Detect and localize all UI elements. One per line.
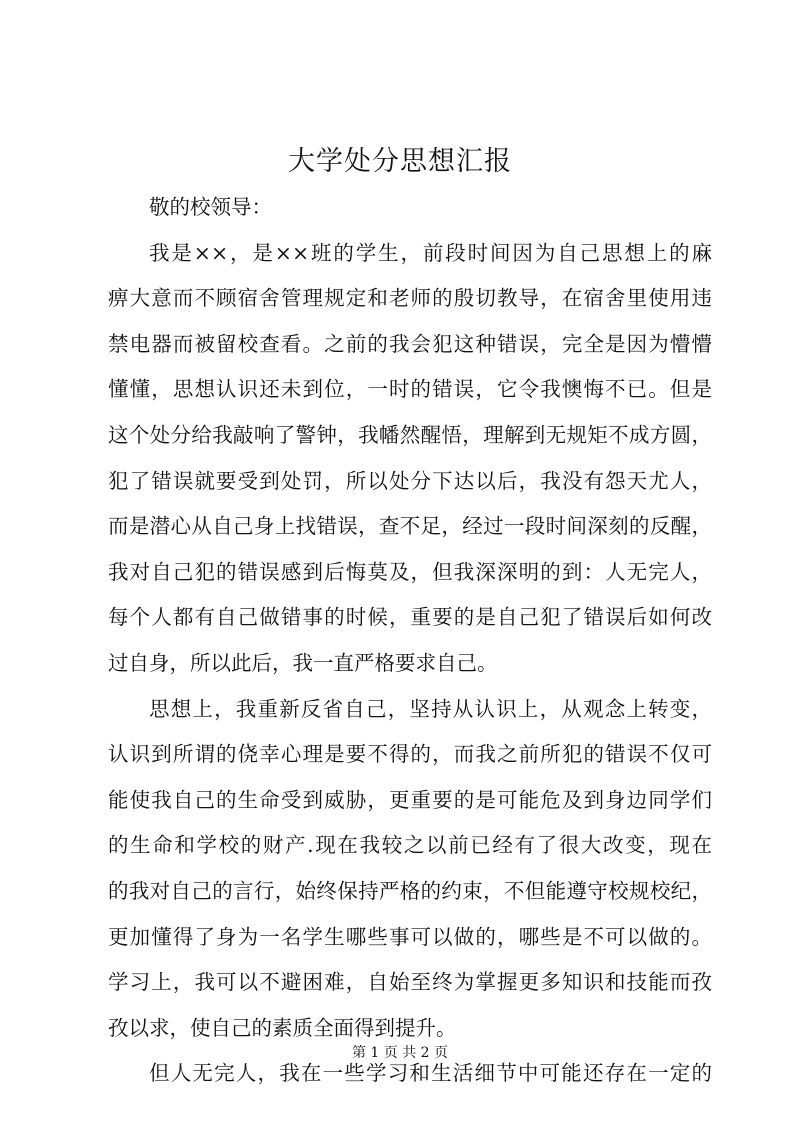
text-line: 的我对自己的言行，始终保持严格的约束，不但能遵守校规校纪， <box>108 878 712 903</box>
text-line: 痹大意而不顾宿舍管理规定和老师的殷切教导，在宿舍里使用违 <box>108 286 712 311</box>
text-line: 思想上，我重新反省自己，坚持从认识上，从观念上转变， <box>149 696 712 721</box>
text-line: 而是潜心从自己身上找错误，查不足，经过一段时间深刻的反醒， <box>108 514 712 539</box>
text-line: 每个人都有自己做错事的时候，重要的是自己犯了错误后如何改 <box>108 605 712 630</box>
text-line: 的生命和学校的财产.现在我较之以前已经有了很大改变，现在 <box>108 833 712 858</box>
text-line: 认识到所谓的侥幸心理是要不得的，而我之前所犯的错误不仅可 <box>108 742 712 767</box>
text-line: 敬的校领导： <box>149 195 272 219</box>
page-footer: 第 1 页 共 2 页 <box>351 1045 449 1061</box>
text-line: 我是××，是××班的学生，前段时间因为自己思想上的麻 <box>149 240 712 265</box>
text-line: 孜以求，使自己的素质全面得到提升。 <box>108 1015 457 1040</box>
text-line: 过自身，所以此后，我一直严格要求自己。 <box>108 650 498 675</box>
text-line: 但人无完人，我在一些学习和生活细节中可能还存在一定的 <box>149 1061 712 1086</box>
text-line: 能使我自己的生命受到威胁，更重要的是可能危及到身边同学们 <box>108 787 712 812</box>
text-line: 懂懂，思想认识还未到位，一时的错误，它令我懊悔不已。但是 <box>108 377 712 402</box>
text-line: 更加懂得了身为一名学生哪些事可以做的，哪些是不可以做的。 <box>108 924 712 949</box>
text-line: 这个处分给我敲响了警钟，我幡然醒悟，理解到无规矩不成方圆， <box>108 422 712 447</box>
text-line: 禁电器而被留校查看。之前的我会犯这种错误，完全是因为懵懵 <box>108 331 712 356</box>
text-line: 犯了错误就要受到处罚，所以处分下达以后，我没有怨天尤人， <box>108 468 712 493</box>
document-body <box>108 185 712 1097</box>
document-title: 大学处分思想汇报 <box>288 146 512 177</box>
text-line: 学习上，我可以不避困难，自始至终为掌握更多知识和技能而孜 <box>108 970 712 995</box>
text-line: 我对自己犯的错误感到后悔莫及，但我深深明的到：人无完人， <box>108 559 712 584</box>
